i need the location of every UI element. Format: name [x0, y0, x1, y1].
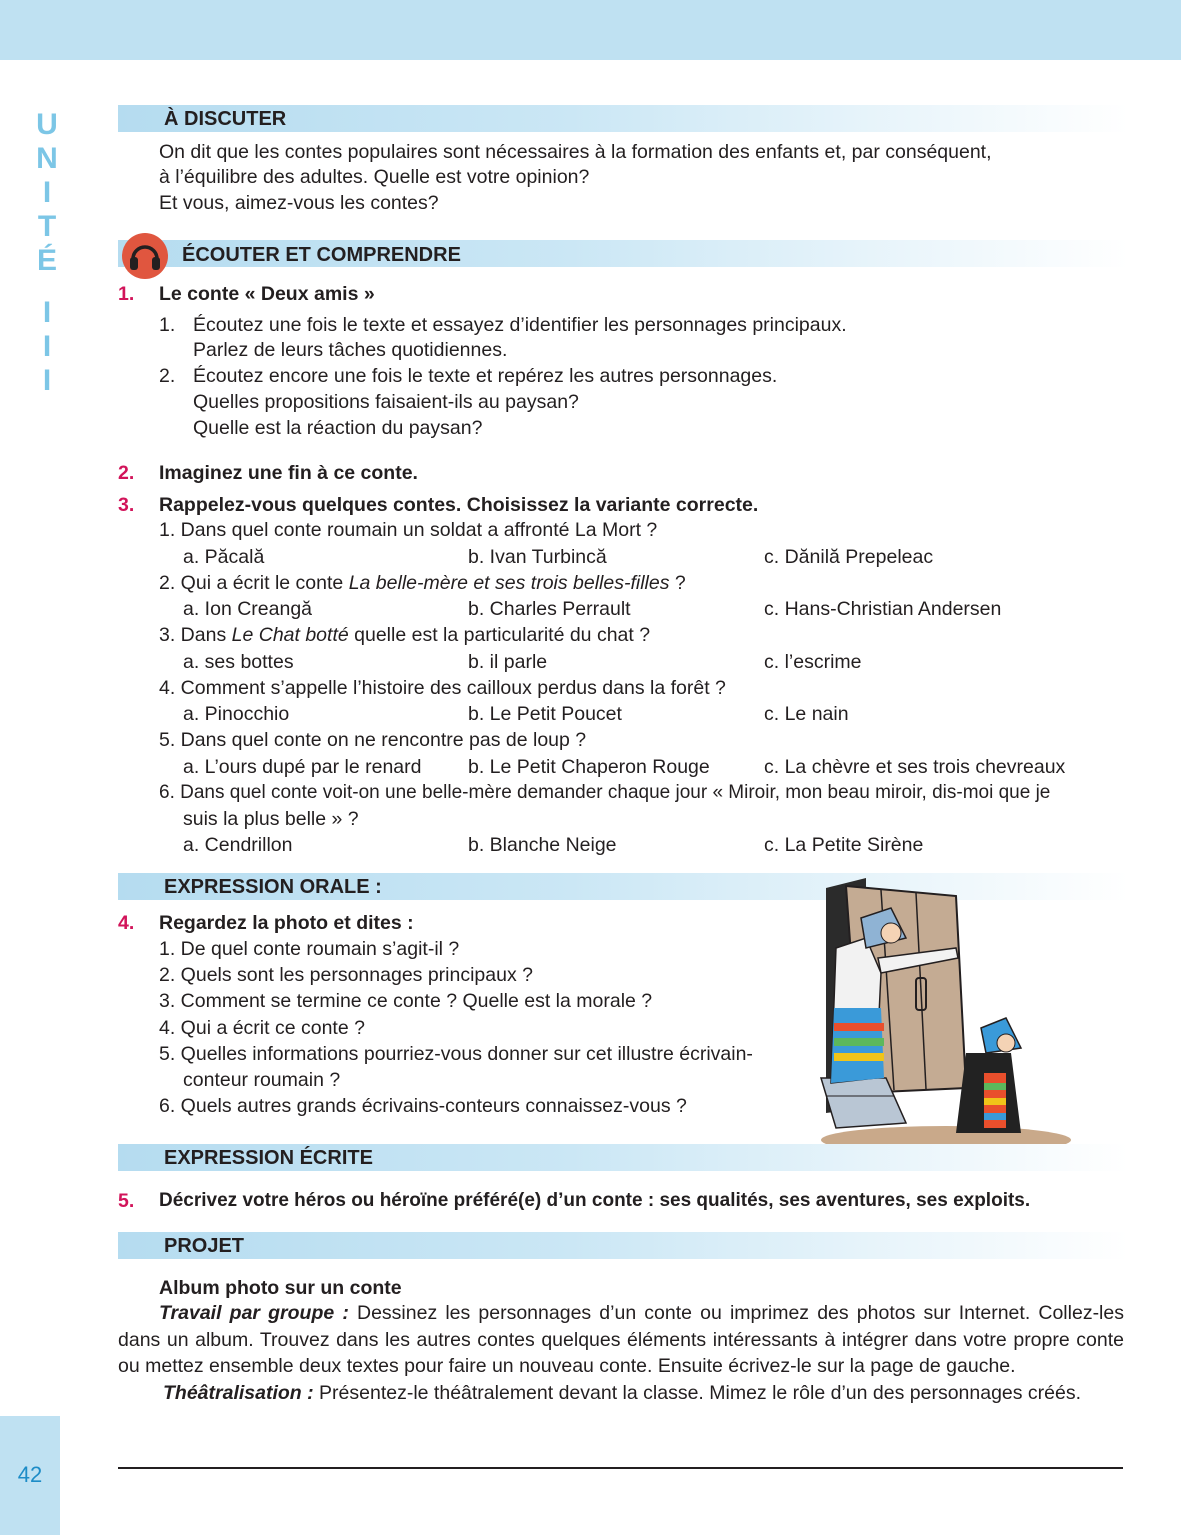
question: 4. Comment s’appelle l’histoire des cailloux perdus dans la forêt ?	[159, 677, 726, 699]
option-a: a. ses bottes	[183, 651, 294, 673]
question-text: 2. Qui a écrit le conte	[159, 572, 349, 594]
option-a: a. Ion Creangă	[183, 598, 313, 620]
top-band	[0, 0, 1181, 60]
option-a: a. Pinocchio	[183, 703, 290, 725]
question-text: quelle est la particularité du chat ?	[348, 624, 651, 646]
item-line: Quelle est la réaction du paysan?	[193, 417, 483, 439]
item-line: Écoutez encore une fois le texte et repérez les autres personnages.	[193, 365, 778, 387]
option-b: b. Le Petit Poucet	[468, 703, 622, 725]
question: 4. Qui a écrit ce conte ?	[159, 1017, 365, 1039]
exercise-number: 4.	[118, 912, 135, 934]
exercise-number: 1.	[118, 283, 135, 305]
headphones-icon	[122, 233, 168, 279]
title-part: Deux amis	[260, 283, 359, 305]
option-c: c. La Petite Sirène	[764, 834, 924, 856]
unit-side-title	[30, 108, 64, 397]
side-letter: T	[37, 210, 57, 243]
projet-paragraph	[118, 1300, 1124, 1380]
option-c: c. Le nain	[764, 703, 849, 725]
question: 5. Dans quel conte on ne rencontre pas de loup ?	[159, 729, 587, 751]
side-letter: I	[42, 330, 52, 363]
question-text: 3. Dans	[159, 624, 232, 646]
exercise-number: 2.	[118, 462, 135, 484]
section-bar-ecrite	[118, 1144, 1128, 1171]
option-c: c. Dănilă Prepeleac	[764, 546, 934, 568]
exercise-title: Rappelez-vous quelques contes. Choisissez la variante correcte.	[159, 494, 759, 516]
question: 1. Dans quel conte roumain un soldat a affronté La Mort ?	[159, 519, 658, 541]
section-bar-discuter	[118, 105, 1128, 132]
discuter-line: à l’équilibre des adultes. Quelle est votre opinion?	[159, 166, 590, 188]
section-bar-projet	[118, 1232, 1128, 1259]
option-c: c. La chèvre et ses trois chevreaux	[764, 756, 1066, 778]
paragraph-label: Théâtralisation :	[163, 1382, 314, 1404]
item-number: 1.	[159, 314, 176, 336]
projet-paragraph	[118, 1380, 1124, 1407]
title-part: Le conte «	[159, 283, 256, 305]
question: 3. Comment se termine ce conte ? Quelle est la morale ?	[159, 990, 653, 1012]
section-title: EXPRESSION ORALE :	[164, 876, 382, 898]
question-continued: suis la plus belle » ?	[183, 808, 359, 830]
projet-heading: Album photo sur un conte	[159, 1277, 402, 1299]
footer-rule	[118, 1467, 1123, 1469]
question-text: ?	[669, 572, 686, 594]
question: 2. Quels sont les personnages principaux ?	[159, 964, 533, 986]
section-title: PROJET	[164, 1235, 245, 1257]
exercise-title: Regardez la photo et dites :	[159, 912, 414, 934]
option-b: b. Charles Perrault	[468, 598, 631, 620]
exercise-title: Décrivez votre héros ou héroïne préféré(e) d’un conte : ses qualités, ses aventures, ses exploits.	[159, 1190, 1031, 1211]
exercise-title	[159, 281, 375, 307]
side-letter: I	[42, 176, 52, 209]
option-b: b. Ivan Turbincă	[468, 546, 607, 568]
story-illustration	[806, 878, 1076, 1158]
discuter-line: On dit que les contes populaires sont nécessaires à la formation des enfants et, par conséquent,	[159, 141, 992, 163]
section-title: À DISCUTER	[164, 108, 287, 130]
question: 1. De quel conte roumain s’agit-il ?	[159, 938, 460, 960]
item-line: Quelles propositions faisaient-ils au paysan?	[193, 391, 579, 413]
discuter-line: Et vous, aimez-vous les contes?	[159, 192, 439, 214]
item-number: 2.	[159, 365, 176, 387]
question	[159, 622, 650, 648]
question: 5. Quelles informations pourriez-vous donner sur cet illustre écrivain-	[159, 1043, 753, 1065]
exercise-number: 5.	[118, 1190, 135, 1212]
question	[159, 570, 686, 596]
paragraph-label: Travail par groupe :	[159, 1302, 349, 1324]
paragraph-text: Dessinez les personnages d’un conte ou imprimez des photos sur Internet. Collez-les dans un album. Trouvez dans les autres contes quelques éléments intéressants à intégrer dans votre propre conte ou mettez ensemble deux textes pour faire un nouveau conte. Ensuite écrivez-le sur la page de gauche.	[118, 1302, 1124, 1377]
side-letter: N	[36, 142, 58, 175]
story-title: La belle-mère et ses trois belles-filles	[348, 572, 670, 594]
option-a: a. L’ours dupé par le renard	[183, 756, 422, 778]
item-line: Parlez de leurs tâches quotidiennes.	[193, 339, 508, 361]
exercise-title: Imaginez une fin à ce conte.	[159, 462, 418, 484]
section-bar-ecouter	[118, 240, 1128, 267]
question: 6. Quels autres grands écrivains-conteurs connaissez-vous ?	[159, 1095, 687, 1117]
section-title: ÉCOUTER ET COMPRENDRE	[182, 244, 461, 266]
title-part: »	[363, 283, 375, 305]
question: 6. Dans quel conte voit-on une belle-mère demander chaque jour « Miroir, mon beau miroir, dis-moi que je	[159, 782, 1051, 803]
story-title: Le Chat botté	[231, 624, 349, 646]
page-number: 42	[17, 1462, 43, 1487]
paragraph-text: Présentez-le théâtralement devant la classe. Mimez le rôle d’un des personnages créés.	[313, 1382, 1082, 1404]
option-b: b. Blanche Neige	[468, 834, 617, 856]
option-b: b. il parle	[468, 651, 548, 673]
side-letter: I	[42, 296, 52, 329]
exercise-number: 3.	[118, 494, 135, 516]
section-title: EXPRESSION ÉCRITE	[164, 1147, 373, 1169]
option-a: a. Cendrillon	[183, 834, 293, 856]
option-b: b. Le Petit Chaperon Rouge	[468, 756, 710, 778]
question-continued: conteur roumain ?	[183, 1069, 341, 1091]
side-letter: I	[42, 364, 52, 397]
option-a: a. Păcală	[183, 546, 265, 568]
item-line: Écoutez une fois le texte et essayez d’identifier les personnages principaux.	[193, 314, 847, 336]
side-letter: É	[36, 244, 57, 277]
option-c: c. l’escrime	[764, 651, 862, 673]
option-c: c. Hans-Christian Andersen	[764, 598, 1002, 620]
side-letter: U	[36, 108, 58, 141]
